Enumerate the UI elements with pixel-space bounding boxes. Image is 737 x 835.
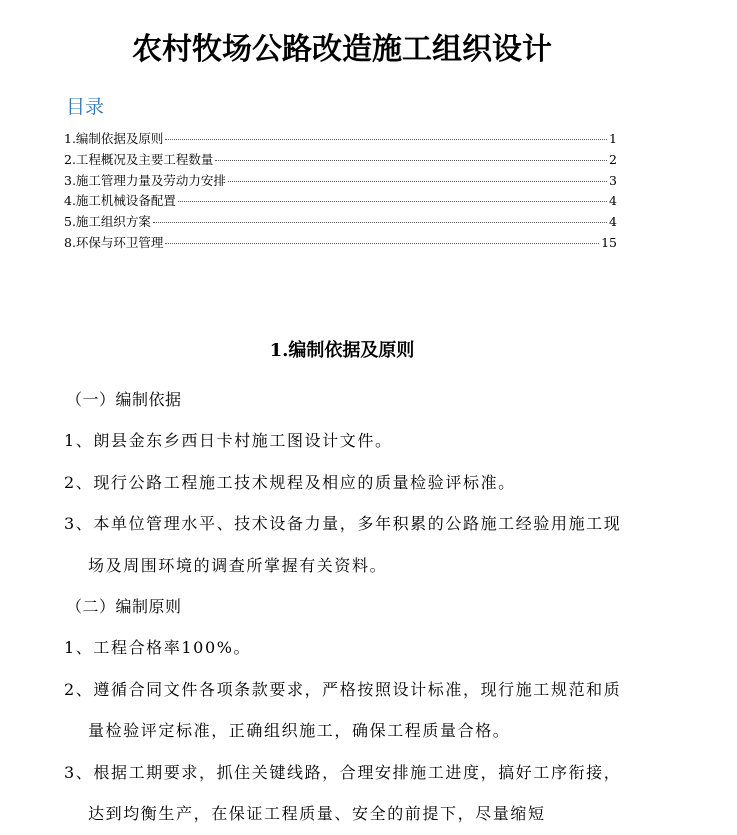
toc-leader-dots <box>165 243 599 244</box>
basis-item: 1、朗县金东乡西日卡村施工图设计文件。 <box>64 431 393 450</box>
toc-entry[interactable] <box>64 191 617 212</box>
toc-entry-page: 4 <box>609 193 617 209</box>
toc-leader-dots <box>165 139 607 140</box>
toc-entry-page: 1 <box>609 131 617 146</box>
document-title: 农村牧场公路改造施工组织设计 <box>132 32 552 67</box>
toc-entry-label: 8.环保与环卫管理 <box>64 234 164 250</box>
toc-entry-page: 3 <box>609 172 617 188</box>
principle-item: 3、根据工期要求，抓住关键线路，合理安排施工进度，搞好工序衔接，达到均衡生产，在保证工程质量、安全的前提下，尽量缩短 <box>64 762 622 823</box>
toc-entry-label: 1.编制依据及原则 <box>64 131 164 146</box>
principle-item: 2、遵循合同文件各项条款要求，严格按照设计标准，现行施工规范和质量检验评定标准，正确组织施工，确保工程质量合格。 <box>64 679 622 740</box>
toc-entry[interactable] <box>64 129 617 150</box>
subsection-heading-principles: （二）编制原则 <box>66 597 182 616</box>
table-of-contents <box>64 129 617 254</box>
toc-entry[interactable] <box>64 233 617 254</box>
toc-leader-dots <box>178 201 607 202</box>
basis-item: 3、本单位管理水平、技术设备力量，多年积累的公路施工经验用施工现场及周围环境的调查所掌握有关资料。 <box>64 514 622 575</box>
toc-entry[interactable] <box>64 212 617 233</box>
toc-entry-page: 2 <box>609 151 617 167</box>
toc-entry[interactable] <box>64 150 617 171</box>
basis-item: 2、现行公路工程施工技术规程及相应的质量检验评标准。 <box>64 472 516 492</box>
section-heading: 1.编制依据及原则 <box>269 340 415 361</box>
toc-leader-dots <box>228 181 607 182</box>
section-body <box>64 379 624 835</box>
subsection-heading-basis: （一）编制依据 <box>66 390 182 409</box>
principle-item: 1、工程合格率100%。 <box>64 638 252 657</box>
toc-entry-page: 15 <box>601 234 617 250</box>
toc-entry-label: 5.施工组织方案 <box>64 214 151 230</box>
toc-leader-dots <box>215 160 607 161</box>
toc-entry-label: 4.施工机械设备配置 <box>64 193 176 209</box>
toc-heading: 目录 <box>66 96 105 118</box>
toc-entry-label: 2.工程概况及主要工程数量 <box>64 151 214 167</box>
toc-entry[interactable] <box>64 171 617 192</box>
toc-leader-dots <box>153 222 607 223</box>
toc-entry-page: 4 <box>609 214 617 230</box>
toc-entry-label: 3.施工管理力量及劳动力安排 <box>64 172 226 188</box>
